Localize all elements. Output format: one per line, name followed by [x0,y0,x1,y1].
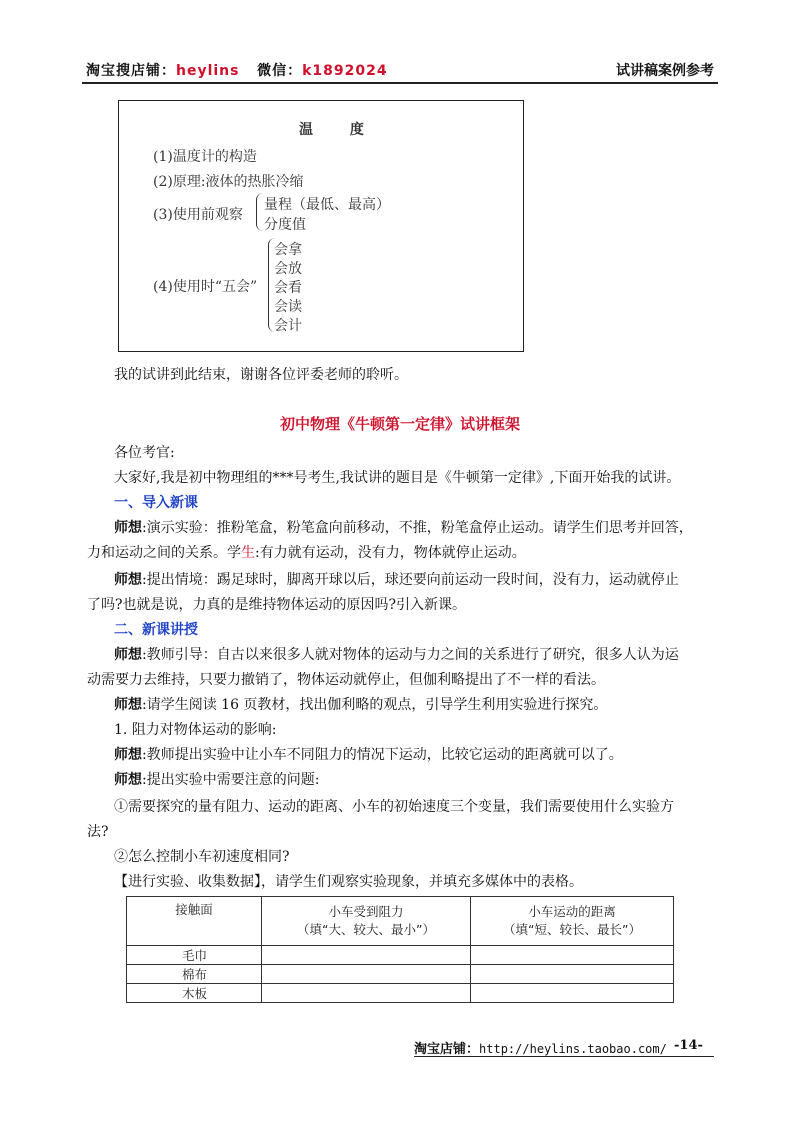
table-cell [262,946,471,965]
shop-label: 淘宝搜店铺： [86,63,176,79]
table-cell [471,984,674,1003]
page-header [82,58,718,84]
page-footer [414,1038,714,1057]
box-line-3-item-1: 量程（最低、最高） [264,197,390,213]
closing-line: 我的试讲到此结束，谢谢各位评委老师的聆听。 [114,367,408,383]
speaker-label: 师想 [114,572,142,588]
box-line-4: (4)使用时“五会” [153,279,258,295]
speaker-label: 师想 [114,772,142,788]
thermometer-summary-box [118,100,524,352]
table-cell: 木板 [127,984,262,1003]
paragraph-8-line-2: 法? [87,824,109,840]
table-cell: 棉布 [127,965,262,984]
p1-text-2b: :有力就有运动，没有力，物体就停止运动。 [255,545,526,561]
greeting: 各位考官: [114,445,175,461]
table-cell [262,984,471,1003]
box-line-4-item-3: 会看 [274,280,302,296]
box-line-3-item-2: 分度值 [264,217,306,233]
paragraph-5: 1. 阻力对物体运动的影响: [114,722,277,738]
table-header-cell: 小车运动的距离 （填“短、较长、最长”） [471,897,674,946]
p2-text: :提出情境：踢足球时，脚离开球以后，球还要向前运动一段时间，没有力，运动就停止 [142,572,679,588]
paragraph-2-line-2: 了吗?也就是说，力真的是维持物体运动的原因吗?引入新课。 [87,597,467,613]
header-right-title: 试讲稿案例参考 [616,63,714,79]
section-heading-intro: 一、导入新课 [114,495,198,511]
p3-text: :教师引导：自古以来很多人就对物体的运动与力之间的关系进行了研究，很多人认为运 [142,647,679,663]
paragraph-1-line-2 [87,542,526,562]
shop-name: heylins [176,63,240,79]
paragraph-7 [114,769,319,789]
paragraph-1-line-1 [114,517,693,537]
student-char: 生 [241,545,255,561]
paragraph-8-line-1: ①需要探究的量有阻力、运动的距离、小车的初始速度三个变量，我们需要使用什么实验方 [114,799,674,815]
experiment-table [126,896,674,1003]
p4-text: :请学生阅读 16 页教材，找出伽利略的观点，引导学生利用实验进行探究。 [142,697,608,713]
table-cell [471,946,674,965]
box-line-2: (2)原理:液体的热胀冷缩 [153,174,304,190]
paragraph-4 [114,694,607,714]
paragraph-6 [114,744,623,764]
lesson-title: 初中物理《牛顿第一定律》试讲框架 [279,415,520,433]
box-line-4-item-4: 会读 [274,299,302,315]
box-line-4-item-5: 会计 [274,318,302,334]
footer-link[interactable]: http://heylins.taobao.com/ [479,1042,667,1056]
paragraph-3-line-1 [114,644,679,664]
speaker-label: 师想 [114,697,142,713]
brace-icon [256,193,263,231]
table-row [127,984,674,1003]
table-cell: 毛巾 [127,946,262,965]
page-number: -14- [674,1038,703,1053]
table-header-row [127,897,674,946]
box-line-1: (1)温度计的构造 [153,149,257,165]
table-header-cell: 小车受到阻力 （填“大、较大、最小”） [262,897,471,946]
footer-label: 淘宝店铺： [414,1042,480,1057]
table-row [127,946,674,965]
paragraph-10: 【进行实验、收集数据】，请学生们观察实验现象，并填充多媒体中的表格。 [114,874,583,890]
wechat-label: 微信： [257,63,303,79]
paragraph-9: ②怎么控制小车初速度相同? [114,849,290,865]
intro-paragraph: 大家好,我是初中物理组的***号考生,我试讲的题目是《牛顿第一定律》,下面开始我的试讲。 [114,470,681,486]
paragraph-2-line-1 [114,569,679,589]
p1-text-2a: 力和运动之间的关系。学 [87,545,241,561]
box-line-4-item-1: 会拿 [274,242,302,258]
speaker-label: 师想 [114,520,142,536]
paragraph-3-line-2: 动需要力去维持，只要力撤销了，物体运动就停止，但伽利略提出了不一样的看法。 [87,672,605,688]
table-header-cell: 接触面 [127,897,262,946]
p7-text: :提出实验中需要注意的问题: [142,772,320,788]
speaker-label: 师想 [114,747,142,763]
box-line-3: (3)使用前观察 [153,207,243,223]
table-cell [471,965,674,984]
wechat-id: k1892024 [302,63,388,79]
speaker-label: 师想 [114,647,142,663]
table-cell [262,965,471,984]
box-title: 温 度 [299,122,380,138]
box-line-4-item-2: 会放 [274,261,302,277]
header-left [86,60,388,80]
p1-text: :演示实验：推粉笔盒，粉笔盒向前移动，不推，粉笔盒停止运动。请学生们思考并回答， [142,520,693,536]
p6-text: :教师提出实验中让小车不同阻力的情况下运动，比较它运动的距离就可以了。 [142,747,623,763]
section-heading-new-lesson: 二、新课讲授 [114,622,198,638]
table-row [127,965,674,984]
